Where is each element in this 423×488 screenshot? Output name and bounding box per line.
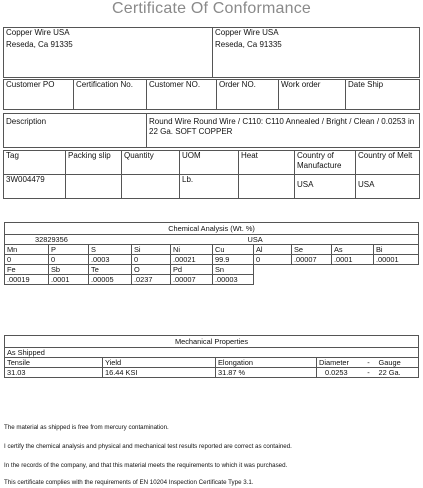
statement-mercury: The material as shipped is free from mercury contamination.: [4, 424, 169, 431]
element-te-text: Te: [91, 265, 99, 274]
element-se: Se: [292, 245, 332, 255]
statement-certify: I certify the chemical analysis and physical and mechanical test results reported are correct as contained.: [4, 443, 292, 450]
yield-value: 16.44 KSI: [103, 368, 216, 378]
ship-to-name: Copper Wire USA: [213, 28, 420, 40]
country-melt-value: USA: [356, 175, 420, 199]
empty-cell: [254, 265, 419, 275]
element-as: As: [332, 245, 374, 255]
ship-from-name: Copper Wire USA: [4, 28, 213, 40]
page-title: Certificate Of Conformance: [111, 0, 312, 17]
diameter-value: 0.0253: [317, 368, 361, 378]
diameter-label: Diameter: [317, 358, 361, 368]
uom-value: Lb.: [180, 175, 239, 199]
ship-to-city: Reseda, Ca 91335: [213, 40, 420, 78]
certification-no-label: Certification No.: [74, 80, 147, 110]
yield-label: Yield: [103, 358, 216, 368]
tensile-label: Tensile: [5, 358, 103, 368]
element-s: S: [89, 245, 132, 255]
element-al: Al: [254, 245, 292, 255]
country-melt-label: Country of Melt: [356, 151, 420, 175]
heat-label: Heat: [239, 151, 295, 175]
packing-slip-value: [66, 175, 122, 199]
value-p: 0: [49, 255, 89, 265]
value-s: .0003: [89, 255, 132, 265]
value-si: 0: [132, 255, 171, 265]
element-si: Si: [132, 245, 171, 255]
diameter-gauge-separator: -: [361, 368, 377, 378]
value-te: .00005: [89, 275, 132, 285]
description-table: [3, 113, 420, 148]
value-sn: .00003: [213, 275, 254, 285]
gauge-value: 22 Ga.: [377, 368, 419, 378]
diameter-gauge-separator: -: [361, 358, 377, 368]
address-table: [3, 27, 420, 78]
value-as: .0001: [332, 255, 374, 265]
description-value: Round Wire Round Wire / C110: C110 Annealed / Bright / Clean / 0.0253 in 22 Ga. SOFT COPPER: [147, 114, 420, 148]
description-label: Description: [4, 114, 147, 148]
element-p: P: [49, 245, 89, 255]
origin: USA: [213, 235, 419, 245]
value-sb: .0001: [49, 275, 89, 285]
statement-records: In the records of the company, and that this material meets the requirements to which it was purchased.: [4, 462, 288, 469]
element-pd: Pd: [171, 265, 213, 275]
heat-value: [239, 175, 295, 199]
element-o: O: [132, 265, 171, 275]
value-o: .0237: [132, 275, 171, 285]
element-sn: Sn: [213, 265, 254, 275]
element-cu: Cu: [213, 245, 254, 255]
tensile-value: 31.03: [5, 368, 103, 378]
tag-value: 3W004479: [4, 175, 66, 199]
heat-number: 32829356: [5, 235, 213, 245]
uom-label: UOM: [180, 151, 239, 175]
element-mn: Mn: [5, 245, 49, 255]
ship-from-city: Reseda, Ca 91335: [4, 40, 213, 78]
value-ni: .00021: [171, 255, 213, 265]
packing-slip-label: Packing slip: [66, 151, 122, 175]
value-pd: .00007: [171, 275, 213, 285]
value-al: 0: [254, 255, 292, 265]
order-info-table: [3, 79, 420, 110]
gauge-label: Gauge: [377, 358, 419, 368]
mechanical-properties-table: [4, 335, 419, 378]
element-bi: Bi: [374, 245, 419, 255]
value-fe: .00019: [5, 275, 49, 285]
chemical-analysis-title: Chemical Analysis (Wt. %): [5, 223, 419, 235]
empty-cell: [254, 275, 419, 285]
customer-no-label: Customer NO.: [147, 80, 217, 110]
quantity-value: [122, 175, 180, 199]
value-bi: .00001: [374, 255, 419, 265]
work-order-label: Work order: [279, 80, 346, 110]
element-fe: Fe: [5, 265, 49, 275]
item-table: [3, 150, 420, 199]
quantity-label: Quantity: [122, 151, 180, 175]
value-mn: 0: [5, 255, 49, 265]
elongation-label: Elongation: [216, 358, 317, 368]
mechanical-properties-title: Mechanical Properties: [5, 336, 419, 348]
statement-en10204: This certificate complies with the requirements of EN 10204 Inspection Certificate Type 3.1.: [4, 479, 254, 486]
country-manufacture-value: USA: [295, 175, 356, 199]
value-cu: 99.9: [213, 255, 254, 265]
chemical-analysis-table: [4, 222, 419, 285]
elongation-value: 31.87 %: [216, 368, 317, 378]
country-manufacture-label: Country of Manufacture: [295, 151, 356, 175]
order-no-label: Order NO.: [217, 80, 279, 110]
element-ni: Ni: [171, 245, 213, 255]
element-te: [89, 265, 132, 275]
value-se: .00007: [292, 255, 332, 265]
tag-label: Tag: [4, 151, 66, 175]
customer-po-label: Customer PO: [4, 80, 74, 110]
element-sb: Sb: [49, 265, 89, 275]
date-ship-label: Date Ship: [346, 80, 420, 110]
condition-label: As Shipped: [5, 348, 419, 358]
